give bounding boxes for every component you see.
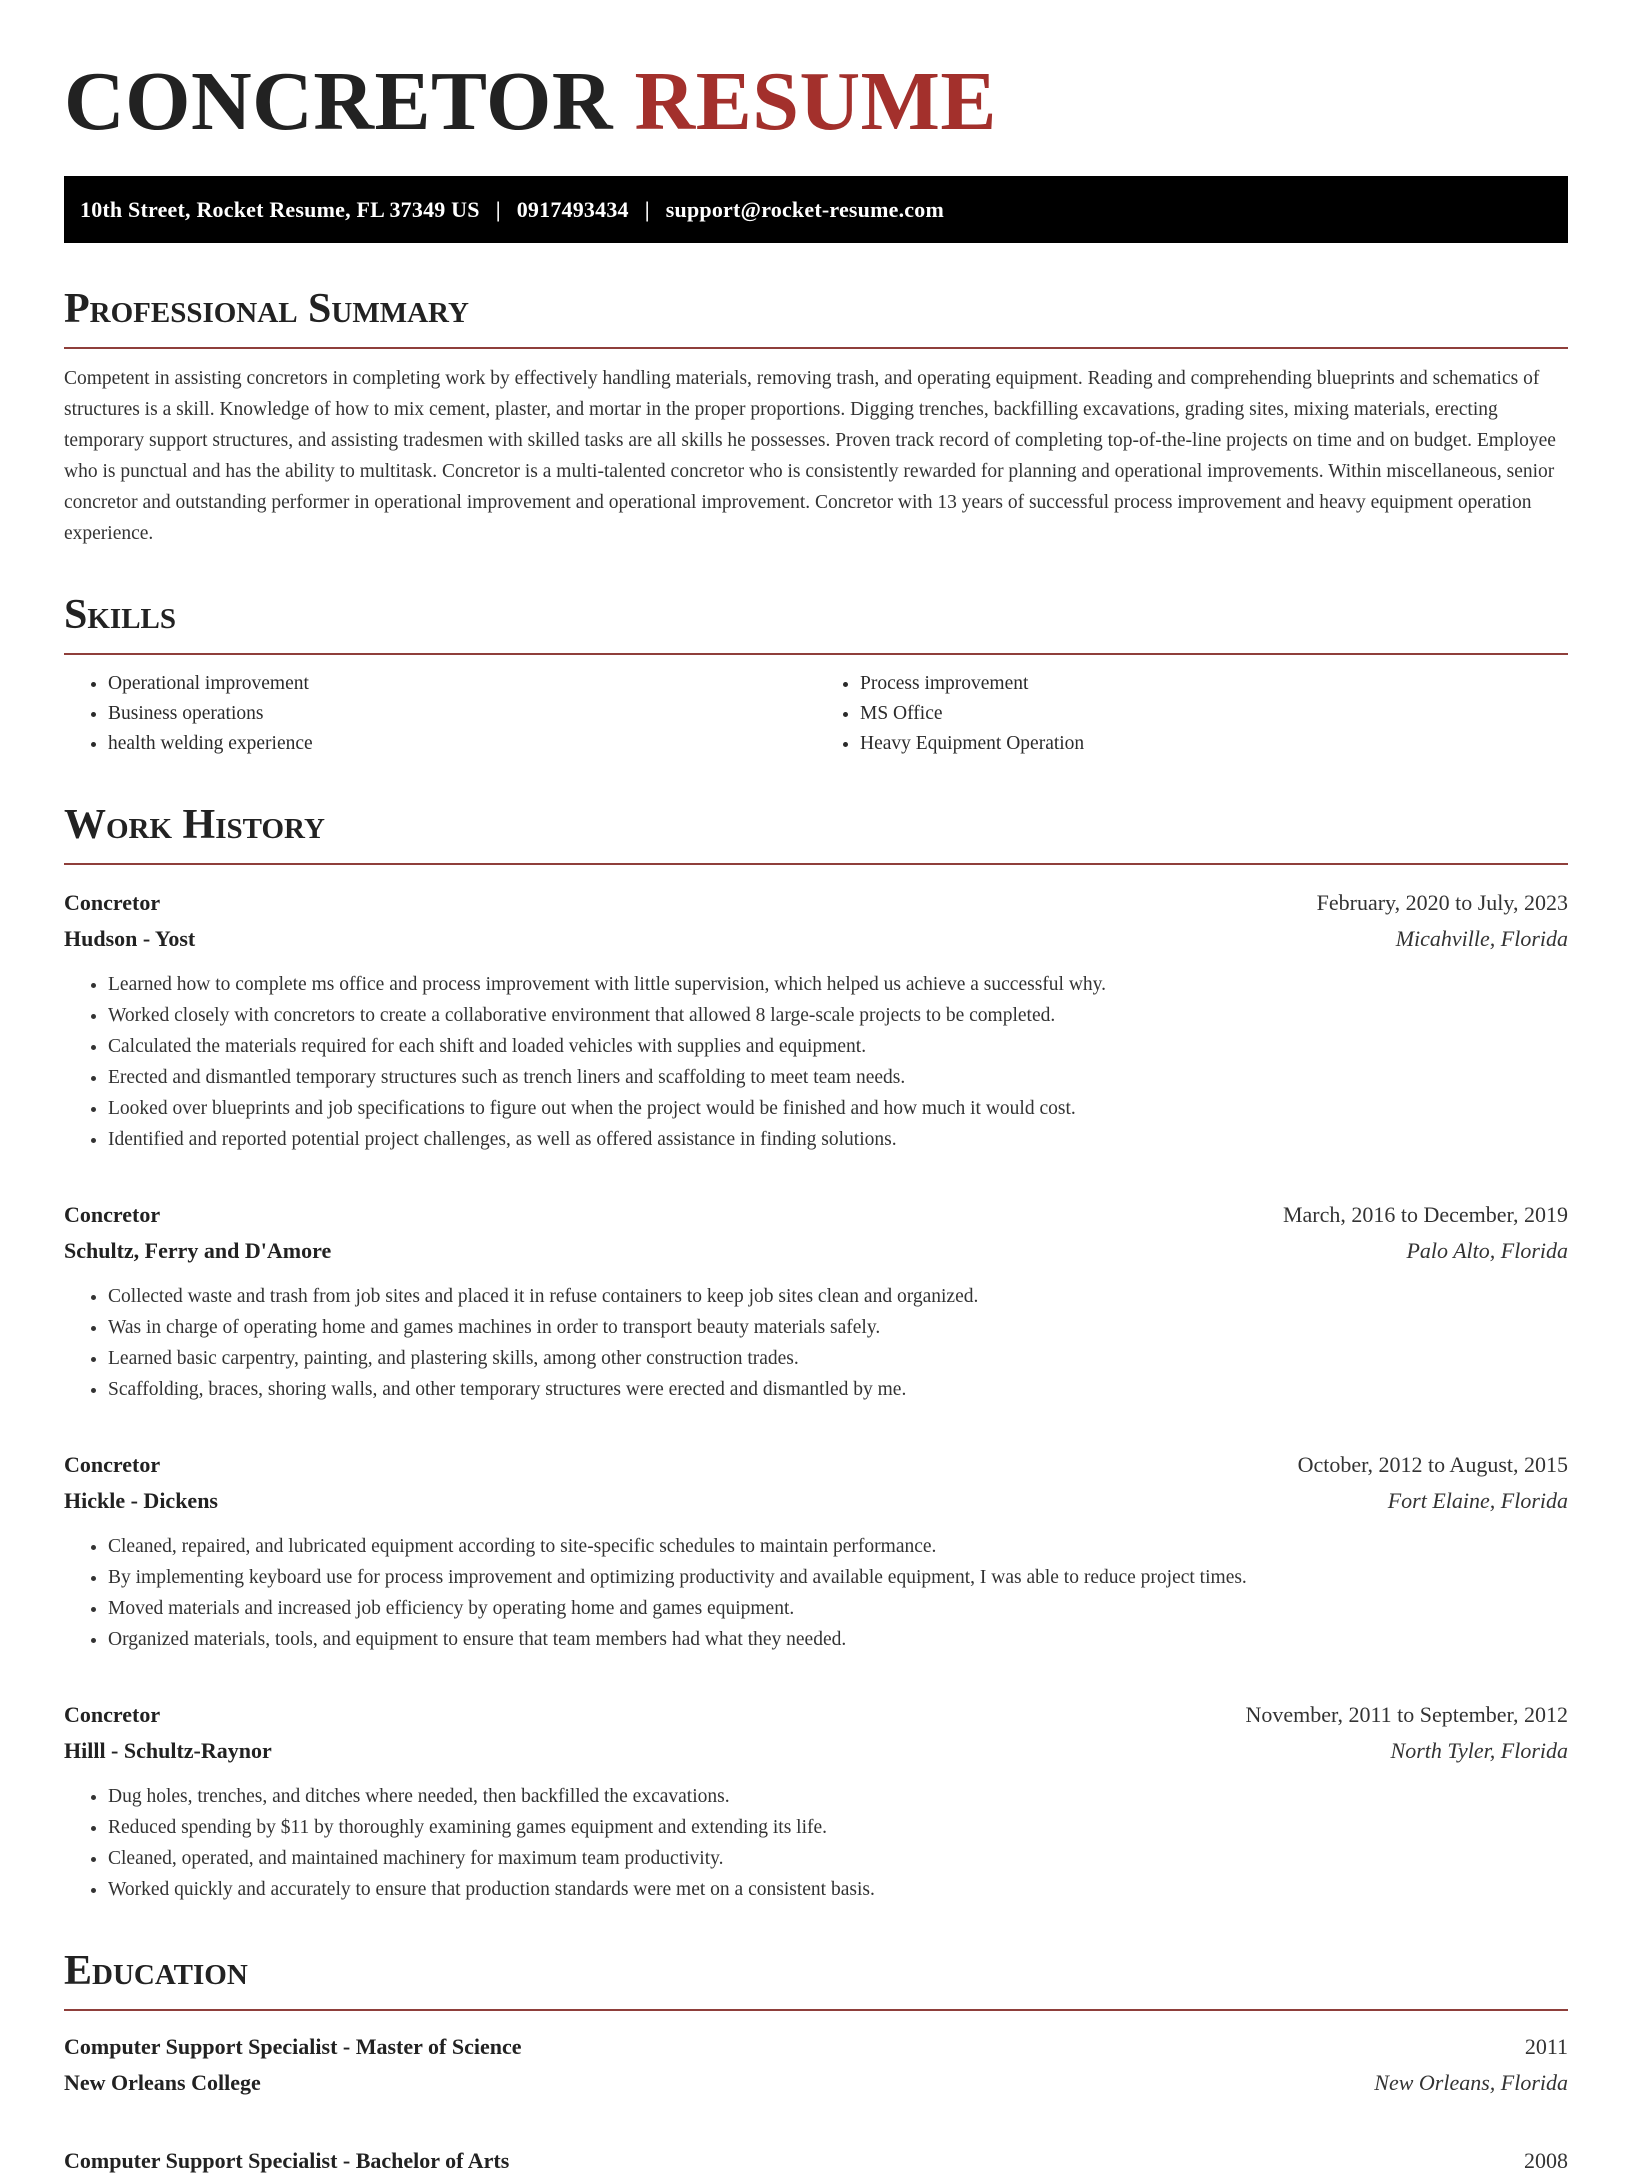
job-bullet: • Was in charge of operating home and games machines in order to transport beauty materials safely. (108, 1312, 1568, 1343)
education-entry (64, 2143, 1568, 2179)
job-dates: October, 2012 to August, 2015 (1297, 1452, 1568, 1477)
job-title: Concretor (64, 1202, 161, 1227)
job-company-row (64, 1733, 1568, 1769)
education-heading: Education (64, 1947, 1568, 2011)
job-bullet: • Identified and reported potential project challenges, as well as offered assistance in finding solutions. (108, 1124, 1568, 1155)
job-title: Concretor (64, 890, 161, 915)
skill-item: • MS Office (860, 699, 1568, 729)
job-company: Schultz, Ferry and D'Amore (64, 1238, 332, 1263)
skill-item: • Operational improvement (108, 669, 816, 699)
contact-separator: | (644, 196, 650, 222)
job-bullet: • By implementing keyboard use for process improvement and optimizing productivity and available equipment, I was able to reduce project times. (108, 1562, 1568, 1593)
job-company-row (64, 1233, 1568, 1269)
education-degree-row (64, 2029, 1568, 2065)
skills-heading: Skills (64, 591, 1568, 655)
job-bullet: • Looked over blueprints and job specifications to figure out when the project would be finished and how much it would cost. (108, 1093, 1568, 1124)
contact-bar (64, 176, 1568, 243)
job-location: Fort Elaine, Florida (1387, 1488, 1568, 1513)
education-degree: Computer Support Specialist - Master of Science (64, 2034, 522, 2059)
work-history-heading: Work History (64, 801, 1568, 865)
job-location: Palo Alto, Florida (1406, 1238, 1568, 1263)
contact-separator: | (495, 196, 501, 222)
job-company: Hickle - Dickens (64, 1488, 218, 1513)
job-bullet: • Scaffolding, braces, shoring walls, and other temporary structures were erected and dismantled by me. (108, 1374, 1568, 1405)
job-bullet: • Dug holes, trenches, and ditches where needed, then backfilled the excavations. (108, 1781, 1568, 1812)
contact-phone[interactable]: 0917493434 (516, 196, 629, 222)
job-bullet: • Collected waste and trash from job sites and placed it in refuse containers to keep job sites clean and organized. (108, 1281, 1568, 1312)
skill-item: • Business operations (108, 699, 816, 729)
job-title-row (64, 1197, 1568, 1233)
education-entry (64, 2029, 1568, 2101)
job-company-row (64, 1483, 1568, 1519)
job-title: Concretor (64, 1452, 161, 1477)
skill-item: • Heavy Equipment Operation (860, 729, 1568, 759)
education-school-row (64, 2065, 1568, 2101)
job-title-row (64, 885, 1568, 921)
job-entry (64, 885, 1568, 1155)
job-bullets (64, 1531, 1568, 1655)
title-accent: RESUME (634, 55, 997, 148)
education-year: 2008 (1524, 2148, 1568, 2173)
job-bullet: • Calculated the materials required for each shift and loaded vehicles with supplies and equipment. (108, 1031, 1568, 1062)
job-dates: March, 2016 to December, 2019 (1282, 1202, 1568, 1227)
job-dates: November, 2011 to September, 2012 (1245, 1702, 1568, 1727)
job-company: Hilll - Schultz-Raynor (64, 1738, 272, 1763)
job-bullets (64, 1281, 1568, 1405)
job-bullet: • Learned how to complete ms office and process improvement with little supervision, which helped us achieve a successful why. (108, 969, 1568, 1000)
job-entry (64, 1447, 1568, 1655)
job-bullets (64, 1781, 1568, 1905)
job-bullet: • Moved materials and increased job efficiency by operating home and games equipment. (108, 1593, 1568, 1624)
title-main: CONCRETOR (64, 55, 614, 148)
skill-item: • Process improvement (860, 669, 1568, 699)
job-bullets (64, 969, 1568, 1155)
job-bullet: • Worked closely with concretors to create a collaborative environment that allowed 8 large-scale projects to be completed. (108, 1000, 1568, 1031)
education-degree: Computer Support Specialist - Bachelor of Arts (64, 2148, 510, 2173)
skills-column-left (64, 669, 816, 759)
contact-address: 10th Street, Rocket Resume, FL 37349 US (80, 196, 480, 222)
job-entry (64, 1697, 1568, 1905)
job-company: Hudson - Yost (64, 926, 196, 951)
education-school: New Orleans College (64, 2070, 261, 2095)
education-degree-row (64, 2143, 1568, 2179)
job-bullet: • Cleaned, operated, and maintained machinery for maximum team productivity. (108, 1843, 1568, 1874)
education-year: 2011 (1524, 2034, 1568, 2059)
summary-heading: Professional Summary (64, 285, 1568, 349)
job-bullet: • Cleaned, repaired, and lubricated equipment according to site-specific schedules to maintain performance. (108, 1531, 1568, 1562)
job-location: North Tyler, Florida (1390, 1738, 1568, 1763)
contact-email[interactable]: support@rocket-resume.com (665, 196, 944, 222)
summary-text: Competent in assisting concretors in completing work by effectively handling materials, removing trash, and operating equipment. Reading and comprehending blueprints and schematics of structures is a skill. Knowledge of how to mix cement, plaster, and mortar in the proper proportions. Digging trenches, backfilling excavations, grading sites, mixing materials, erecting temporary support structures, and assisting tradesmen with skilled tasks are all skills he possesses. Proven track record of completing top-of-the-line projects on time and on budget. Employee who is punctual and has the ability to multitask. Concretor is a multi-talented concretor who is consistently rewarded for planning and operational improvements. Within miscellaneous, senior concretor and outstanding performer in operational improvement and operational improvement. Concretor with 13 years of successful process improvement and heavy equipment operation experience. (64, 368, 1556, 544)
education-location: New Orleans, Florida (1374, 2070, 1568, 2095)
job-dates: February, 2020 to July, 2023 (1316, 890, 1568, 915)
job-title-row (64, 1697, 1568, 1733)
skills-column-right (816, 669, 1568, 759)
job-location: Micahville, Florida (1395, 926, 1568, 951)
job-title-row (64, 1447, 1568, 1483)
skills-list (64, 669, 1568, 759)
job-bullet: • Learned basic carpentry, painting, and plastering skills, among other construction trades. (108, 1343, 1568, 1374)
job-bullet: • Erected and dismantled temporary structures such as trench liners and scaffolding to meet team needs. (108, 1062, 1568, 1093)
job-bullet: • Organized materials, tools, and equipment to ensure that team members had what they needed. (108, 1624, 1568, 1655)
job-company-row (64, 921, 1568, 957)
skill-item: • health welding experience (108, 729, 816, 759)
job-bullet: • Worked quickly and accurately to ensure that production standards were met on a consistent basis. (108, 1874, 1568, 1905)
resume-title (64, 52, 1568, 152)
job-bullet: • Reduced spending by $11 by thoroughly examining games equipment and extending its life. (108, 1812, 1568, 1843)
job-title: Concretor (64, 1702, 161, 1727)
job-entry (64, 1197, 1568, 1405)
